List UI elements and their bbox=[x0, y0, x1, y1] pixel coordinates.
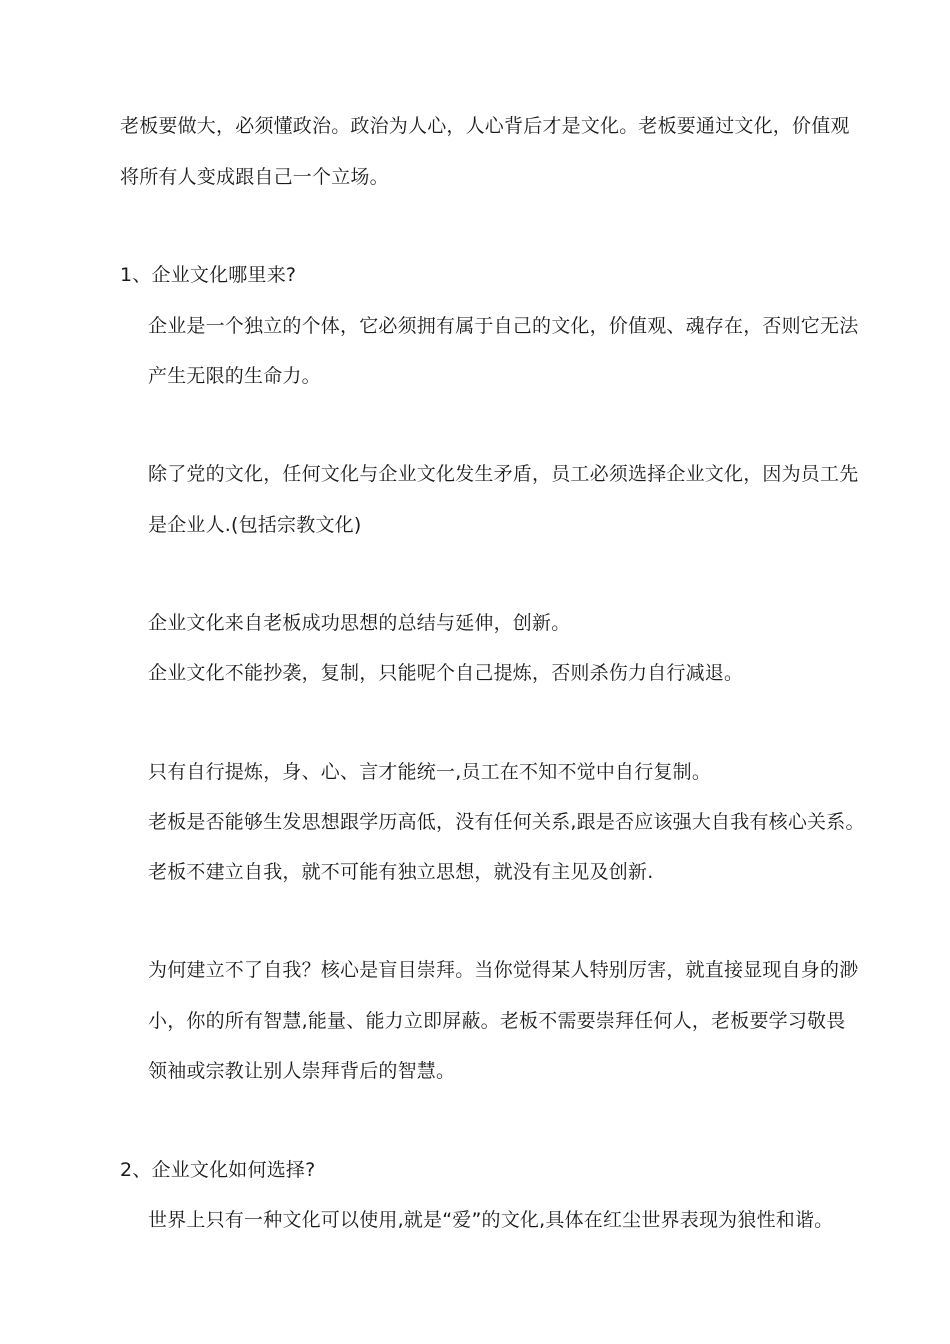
section-1-heading: 1、企业文化哪里来? bbox=[120, 264, 297, 286]
section-1-paragraph-1-line-1: 企业是一个独立的个体，它必须拥有属于自己的文化，价值观、魂存在，否则它无法 bbox=[148, 315, 859, 337]
intro-line-1: 老板要做大，必须懂政治。政治为人心，人心背后才是文化。老板要通过文化，价值观 bbox=[120, 115, 850, 137]
section-1-paragraph-3-line-2: 企业文化不能抄袭，复制，只能呢个自己提炼，否则杀伤力自行减退。 bbox=[148, 662, 744, 684]
section-1-paragraph-4-line-2: 老板是否能够生发思想跟学历高低，没有任何关系,跟是否应该强大自我有核心关系。 bbox=[148, 811, 865, 833]
section-1-paragraph-4-line-1: 只有自行提炼，身、心、言才能统一,员工在不知不觉中自行复制。 bbox=[148, 761, 712, 783]
section-1-paragraph-2-line-2: 是企业人.(包括宗教文化) bbox=[148, 514, 362, 536]
section-1-paragraph-5-line-1: 为何建立不了自我？核心是盲目崇拜。当你觉得某人特别厉害，就直接显现自身的渺 bbox=[148, 959, 859, 981]
section-1-paragraph-5-line-2: 小，你的所有智慧,能量、能力立即屏蔽。老板不需要崇拜任何人，老板要学习敬畏 bbox=[148, 1010, 846, 1032]
section-2-paragraph-1-line-1: 世界上只有一种文化可以使用,就是“爱”的文化,具体在红尘世界表现为狼性和谐。 bbox=[148, 1209, 834, 1231]
section-1-paragraph-1-line-2: 产生无限的生命力。 bbox=[148, 365, 321, 387]
intro-line-2: 将所有人变成跟自己一个立场。 bbox=[120, 166, 389, 188]
section-1-paragraph-4-line-3: 老板不建立自我，就不可能有独立思想，就没有主见及创新. bbox=[148, 861, 654, 883]
section-1-paragraph-2-line-1: 除了党的文化，任何文化与企业文化发生矛盾，员工必须选择企业文化，因为员工先 bbox=[148, 463, 859, 485]
section-2-heading: 2、企业文化如何选择? bbox=[120, 1159, 316, 1181]
section-1-paragraph-3-line-1: 企业文化来自老板成功思想的总结与延伸，创新。 bbox=[148, 612, 571, 634]
section-1-paragraph-5-line-3: 领袖或宗教让别人崇拜背后的智慧。 bbox=[148, 1060, 456, 1082]
